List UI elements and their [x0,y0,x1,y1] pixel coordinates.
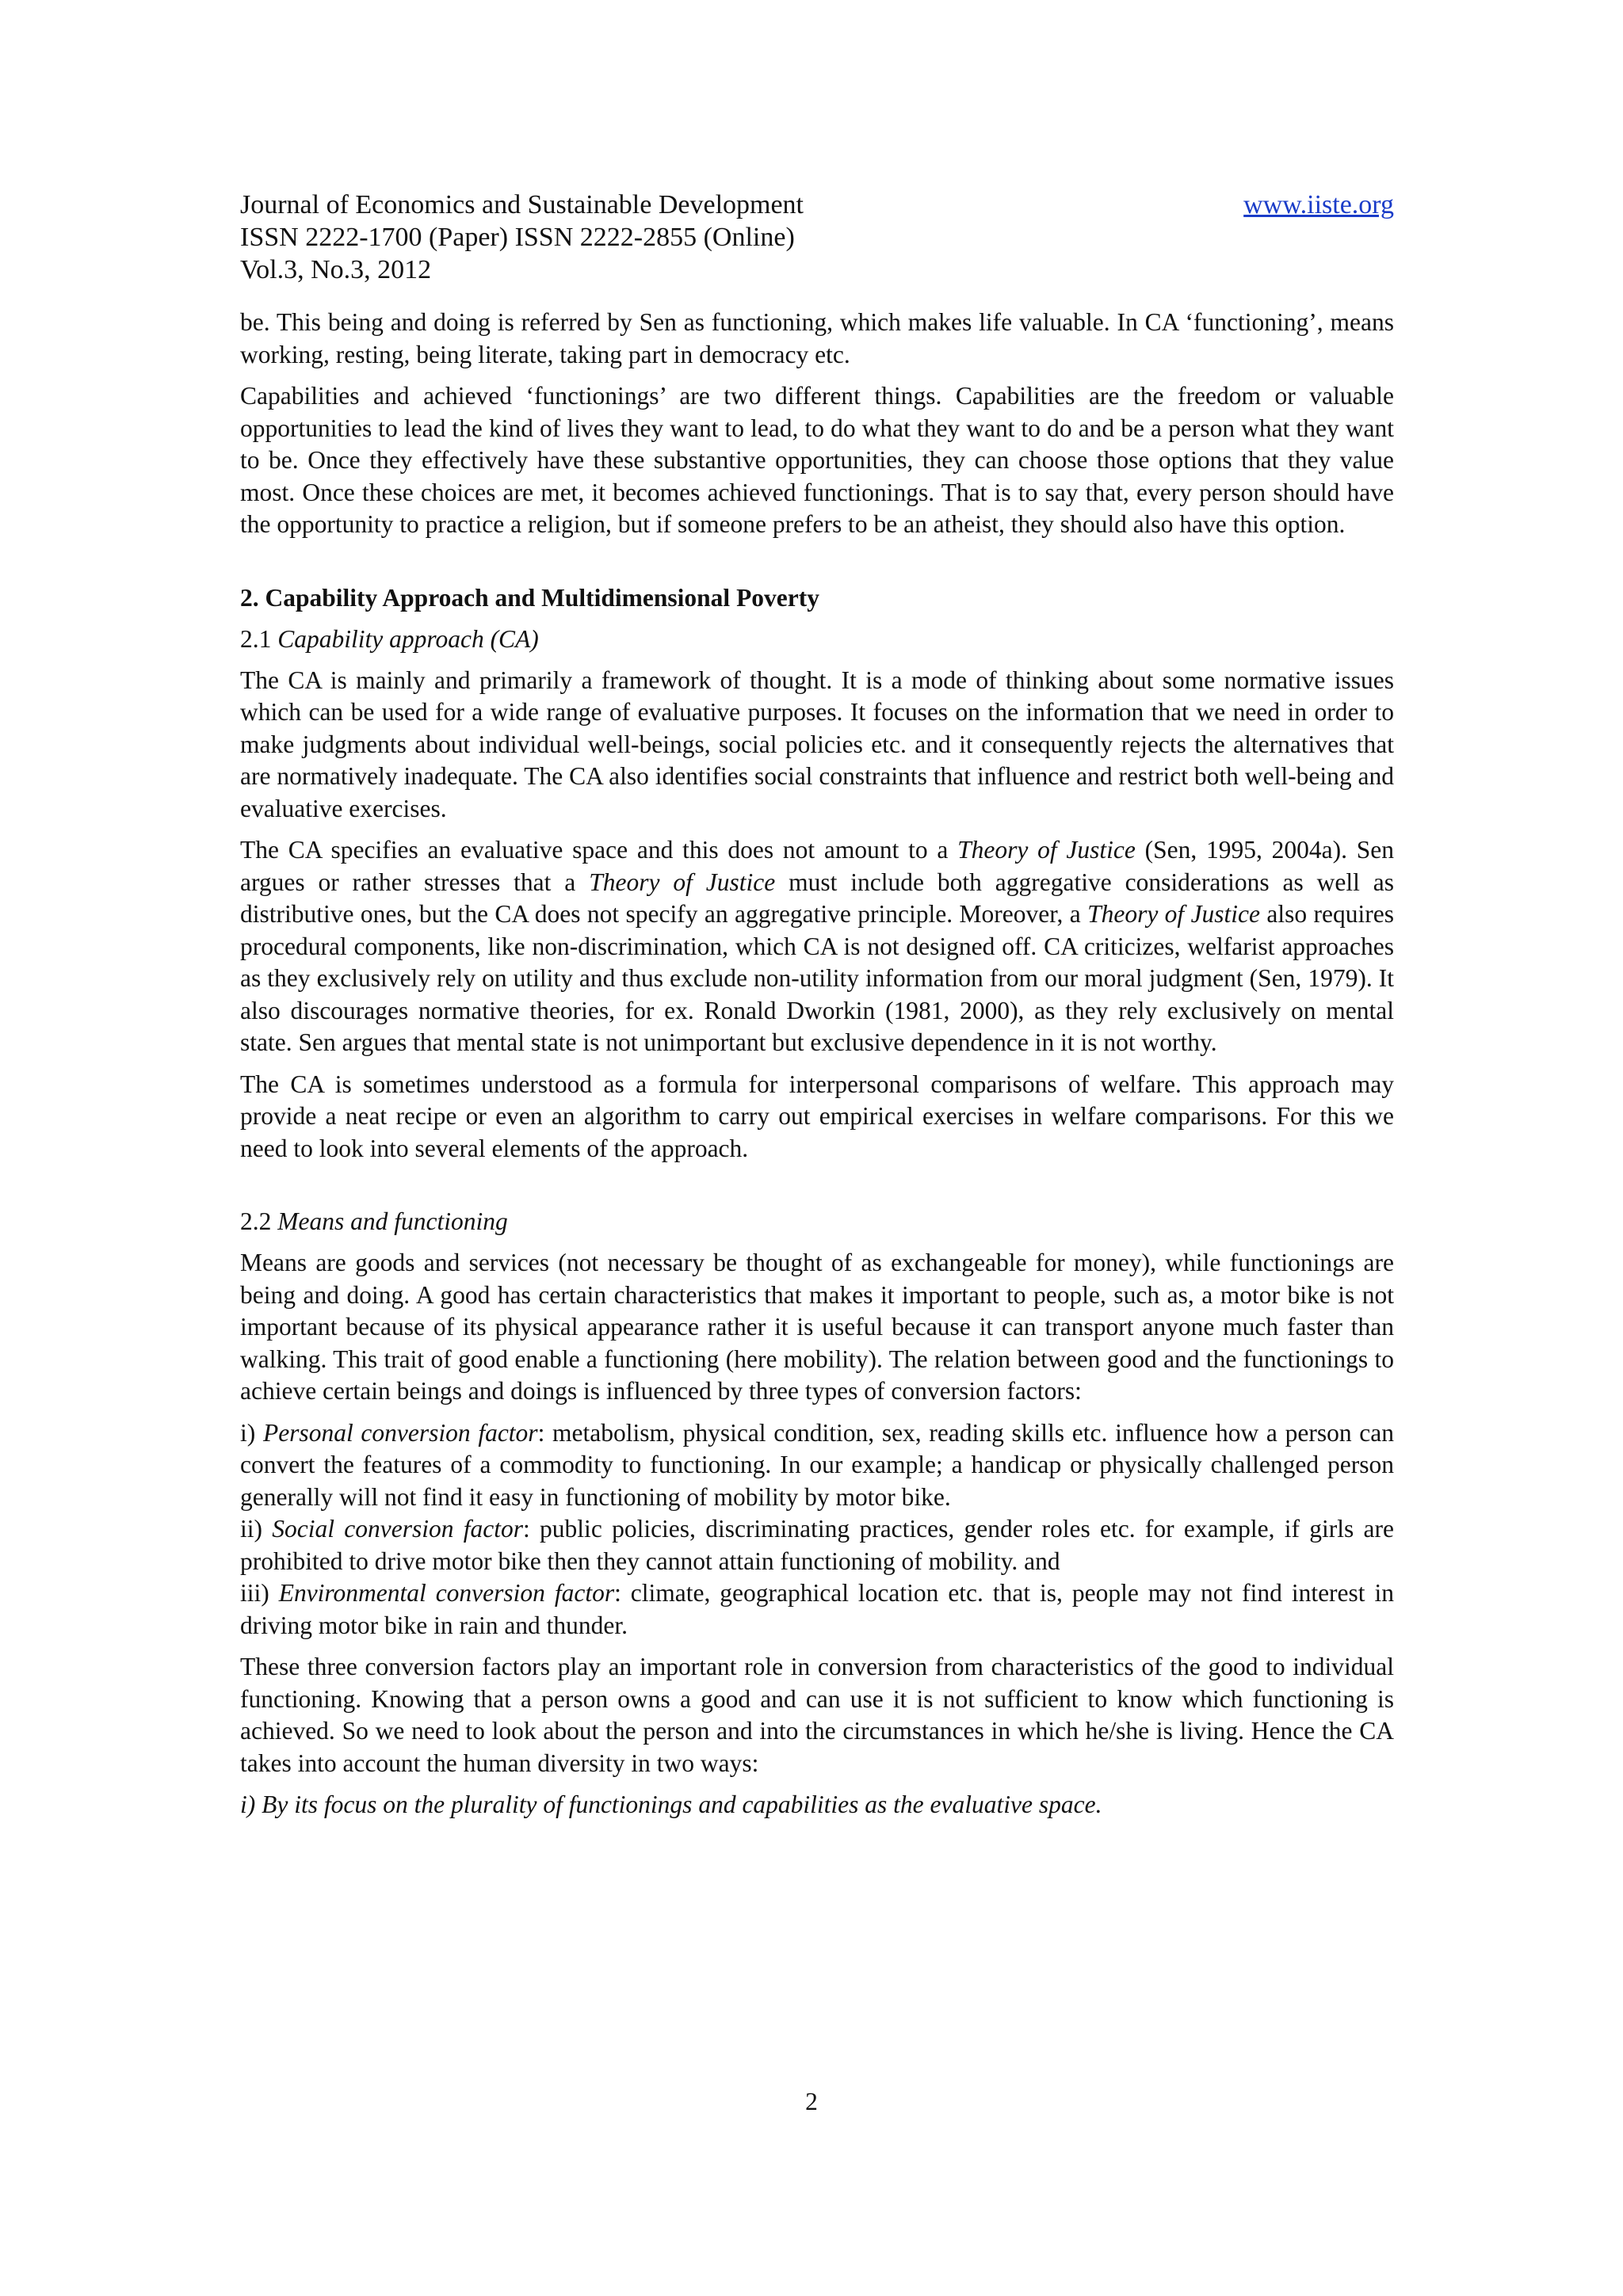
personal-conversion-factor [240,1417,1394,1514]
subsection-2-2-paragraph-1: Means are goods and services (not necessary be thought of as exchangeable for money), while functionings are being and doing. A good has certain characteristics that makes it important to people, such as, a motor bike is not important because of its physical appearance rather it is useful because it can transport anyone much faster than walking. This trait of good enable a functioning (here mobility). The relation between good and the functionings to achieve certain beings and doings is influenced by three types of conversion factors: [240,1249,1394,1405]
subsection-2-1-paragraph-1: The CA is mainly and primarily a framework of thought. It is a mode of thinking about some normative issues which can be used for a wide range of evaluative purposes. It focuses on the information that we need in order to make judgments about individual well-beings, social policies etc. and it consequently rejects the alternatives that are normatively inadequate. The CA also identifies social constraints that influence and restrict both well-being and evaluative exercises. [240,666,1394,822]
subsection-2-2-paragraph-3 [240,1789,1394,1821]
factor-description: : climate, geographical location etc. that is, people may not find interest in driving motor bike in rain and thunder. [240,1579,1394,1639]
journal-issn: ISSN 2222-1700 (Paper) ISSN 2222-2855 (Online) [240,223,795,252]
subsection-2-1-title: Capability approach (CA) [277,624,539,653]
subsection-2-2-number: 2.2 [240,1207,272,1235]
factor-description: : public policies, discriminating practices, gender roles etc. for example, if girls are prohibited to drive motor bike then they cannot attain functioning of mobility. and [240,1515,1394,1575]
factor-term: Social conversion factor [272,1515,524,1543]
text-run: (Sen, 1995, 2004a). Sen argues or rather stresses that a [240,836,1394,896]
subsection-2-2-paragraph-2: These three conversion factors play an important role in conversion from characteristics of the good to individual functioning. Knowing that a person owns a good and can use it is not sufficient to know which functioning is achieved. So we need to look about the person and into the circumstances in which he/she is living. Hence the CA takes into account the human diversity in two ways: [240,1653,1394,1777]
journal-header [240,189,1394,286]
intro-paragraph-2: Capabilities and achieved ‘functionings’ are two different things. Capabilities are the freedom or valuable opportunities to lead the kind of lives they want to lead, to do what they want to do and be a person what they want to be. Once they effectively have these substantive opportunities, they can choose those options that they value most. Once these choices are met, it becomes achieved functionings. That is to say that, every person should have the opportunity to practice a religion, but if someone prefers to be an atheist, they should also have this option. [240,382,1394,538]
section-2-heading: 2. Capability Approach and Multidimensional Poverty [240,583,820,612]
list-marker: i) [240,1418,263,1447]
page-content [240,189,1394,1831]
journal-website-link[interactable]: www.iiste.org [1243,190,1394,219]
page-number: 2 [805,2088,818,2115]
theory-of-justice-italic: Theory of Justice [589,868,776,896]
list-marker: ii) [240,1515,273,1543]
subsection-2-1-number: 2.1 [240,624,272,653]
intro-paragraph-1: be. This being and doing is referred by Sen as functioning, which makes life valuable. In CA ‘functioning’, means working, resting, being literate, taking part in democracy etc. [240,308,1394,368]
subsection-2-1-paragraph-2 [240,834,1394,1059]
factor-term: Personal conversion factor [262,1418,538,1447]
journal-volume: Vol.3, No.3, 2012 [240,255,432,284]
text-run: also requires procedural components, like non-discrimination, which CA is not designed off. CA criticizes, welfarist approaches as they exclusively rely on utility and thus exclude non-utility information from our moral judgment (Sen, 1979). It also discourages normative theories, for ex. Ronald Dworkin (1981, 2000), as they rely exclusively on mental state. Sen argues that mental state is not unimportant but exclusive dependence in it is not worthy. [240,900,1394,1056]
subsection-2-1-paragraph-3: The CA is sometimes understood as a formula for interpersonal comparisons of welfare. This approach may provide a neat recipe or even an algorithm to carry out empirical exercises in welfare comparisons. For this we need to look into several elements of the approach. [240,1070,1394,1162]
environmental-conversion-factor [240,1577,1394,1642]
plurality-focus-italic: i) By its focus on the plurality of functionings and capabilities as the evaluative space. [240,1791,1102,1818]
subsection-2-1-heading [240,624,1394,655]
journal-title: Journal of Economics and Sustainable Development [240,190,804,219]
subsection-2-2-title: Means and functioning [277,1207,508,1235]
text-run: must include both aggregative considerations as well as distributive ones, but the CA does not specify an aggregative principle. Moreover, a [240,868,1395,928]
factor-description: : metabolism, physical condition, sex, reading skills etc. influence how a person can convert the features of a commodity to functioning. In our example; a handicap or physically challenged person generally will not find it easy in functioning of mobility by motor bike. [240,1418,1394,1511]
theory-of-justice-italic: Theory of Justice [957,836,1136,864]
factor-term: Environmental conversion factor [278,1579,615,1607]
social-conversion-factor [240,1513,1394,1577]
subsection-2-2-heading [240,1206,1394,1238]
list-marker: iii) [240,1579,279,1607]
text-run: The CA specifies an evaluative space and this does not amount to a [240,836,958,864]
theory-of-justice-italic: Theory of Justice [1087,900,1261,928]
